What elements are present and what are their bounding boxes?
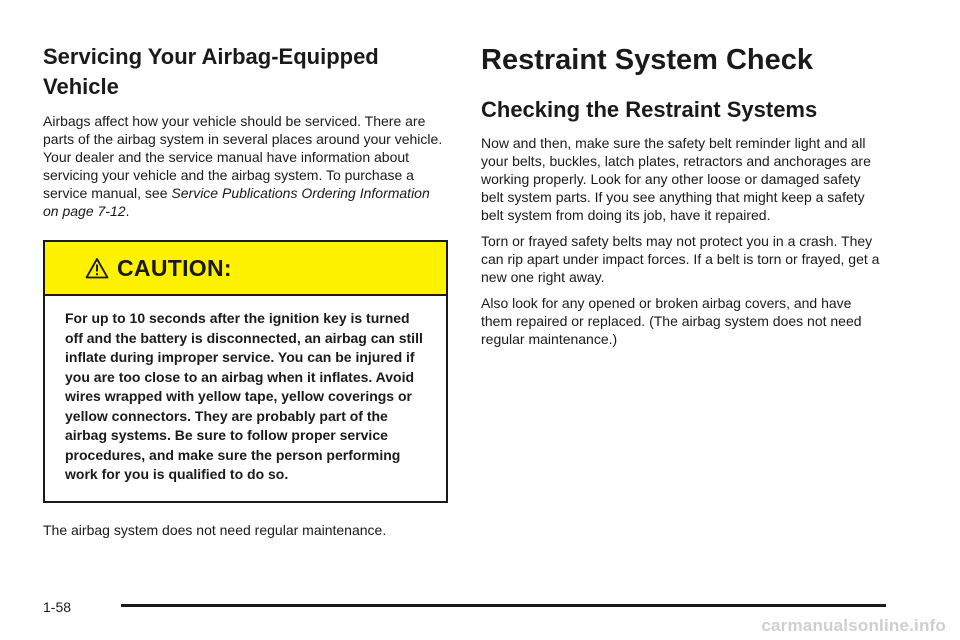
intro-paragraph xyxy=(43,112,448,220)
paragraph-airbag-covers: Also look for any opened or broken airbag covers, and have them repaired or replaced. (The airbag system does not need regular maintenance.) xyxy=(481,295,862,347)
watermark: carmanualsonline.info xyxy=(761,616,946,635)
page-title: Restraint System Check xyxy=(481,44,814,76)
section-heading-servicing: Servicing Your Airbag-Equipped Vehicle xyxy=(43,44,379,99)
left-column xyxy=(43,42,448,547)
caution-header xyxy=(45,242,446,296)
closing-paragraph: The airbag system does not need regular maintenance. xyxy=(43,521,387,538)
service-publications-reference: Service Publications Ordering Information on page 7-12 xyxy=(43,185,430,219)
paragraph-torn-belts: Torn or frayed safety belts may not protect you in a crash. They can rip apart under impact forces. If a belt is torn or frayed, get a new one right away. xyxy=(481,233,880,285)
caution-body-text: For up to 10 seconds after the ignition key is turned off and the battery is disconnected, an airbag can still inflate during improper service. You can be injured if you are too close to an airbag when it inflates. Avoid wires wrapped with yellow tape, yellow coverings or yellow connectors. They are probably part of the airbag systems. Be sure to follow proper service procedures, and make sure the person performing work for you is qualified to do so. xyxy=(65,310,423,482)
right-column xyxy=(481,42,886,356)
intro-end: . xyxy=(125,203,130,219)
footer-rule xyxy=(121,604,886,607)
paragraph-reminder-light: Now and then, make sure the safety belt reminder light and all your belts, buckles, latch plates, retractors and anchorages are working properly. Look for any other loose or damaged safety belt system parts. If you see anything that might keep a safety belt system from doing its job, have it repaired. xyxy=(481,135,871,223)
page-number: 1-58 xyxy=(43,599,72,615)
intro-text: Airbags affect how your vehicle should be serviced. There are parts of the airbag system in several places around your vehicle. Your dealer and the service manual have information about servicing your vehicle and the airbag system. To purchase a service manual, see xyxy=(43,113,443,201)
caution-title: CAUTION: xyxy=(117,254,232,281)
warning-triangle-icon xyxy=(85,256,111,280)
subheading-checking: Checking the Restraint Systems xyxy=(481,97,818,122)
caution-box xyxy=(43,240,448,503)
